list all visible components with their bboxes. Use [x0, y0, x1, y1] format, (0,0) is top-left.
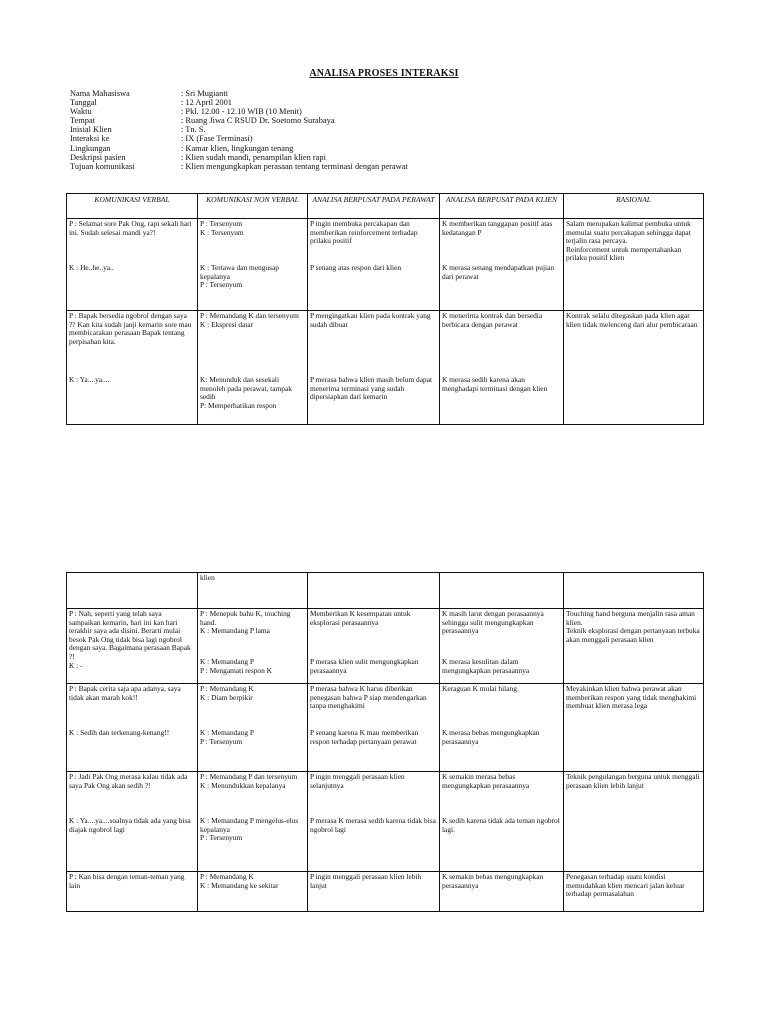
- perawat-text: P ingin menggali perasaan klien lebih lanjut: [310, 872, 422, 890]
- cell-rasional: [564, 772, 704, 872]
- info-row: [70, 116, 408, 125]
- nonverbal-response-text: K : Tertawa dan mengusap kepalanya P : Tersenyum: [200, 263, 279, 290]
- nonverbal-text: P : Menepuk bahu K, touching hand. K : Memandang P lama: [200, 609, 291, 636]
- klien-text: K menerima kontrak dan bersedia berbicara dengan perawat: [442, 311, 543, 329]
- cell-klien: [440, 772, 564, 872]
- info-row: [70, 89, 408, 98]
- table-row: [67, 573, 704, 609]
- info-row: [70, 162, 408, 171]
- info-label: Tempat: [70, 116, 95, 126]
- nonverbal-response-text: K : Memandang P mengelus-elus kepalanya P : Tersenyum: [200, 816, 299, 843]
- cell-verbal: [67, 311, 198, 425]
- nonverbal-text: P : Memandang K K : Diam berpikir: [200, 684, 254, 702]
- perawat-response-text: P senang karena K mau memberikan respon terhadap pertanyaan perawat: [310, 728, 419, 746]
- cell-nonverbal: [198, 219, 308, 311]
- verbal-text: P : Nah, seperti yang telah saya sampaikan kemarin, hari ini kan hari terakhir saya ada disini. Berarti mulai besok Pak Ong tidak bisa lagi ngobrol dengan saya. Bagaimana perasaan Bapak ?!: [69, 609, 191, 661]
- cell-verbal: [67, 872, 198, 912]
- cell-perawat: [308, 609, 440, 684]
- cell-nonverbal: [198, 573, 308, 609]
- cell-rasional: [564, 311, 704, 425]
- table-row: [67, 772, 704, 872]
- nonverbal-text: P : Memandang K dan tersenyum K : Ekspresi datar: [200, 311, 299, 329]
- klien-text: K memberikan tanggapan positif atas kedatangan P: [442, 219, 553, 237]
- table-row: [67, 872, 704, 912]
- cell-verbal: [67, 609, 198, 684]
- verbal-response-text: K : -: [69, 660, 83, 670]
- table-header-row: [67, 194, 704, 219]
- nonverbal-text: P : Memandang K K : Memandang ke sekitar: [200, 872, 279, 890]
- info-value: : Ruang Jiwa C RSUD Dr. Soetomo Surabaya: [181, 116, 335, 126]
- info-row: [70, 134, 408, 143]
- info-label: Tanggal: [70, 98, 97, 108]
- table-body: [67, 219, 704, 425]
- perawat-response-text: P merasa K merasa sedih karena tidak bisa ngobrol lagi: [310, 816, 436, 834]
- perawat-text: P mengingatkan klien pada kontrak yang sudah dibuat: [310, 311, 431, 329]
- table-row: [67, 609, 704, 684]
- cell-nonverbal: [198, 772, 308, 872]
- verbal-text: P : Jadi Pak Ong merasa kalau tidak ada saya Pak Ong akan sedih ?!: [69, 772, 188, 790]
- rasional-text: Penegasan terhadap suatu kondisi memudahkan klien mencari jalan keluar terhadap permasalahan: [566, 872, 685, 899]
- nonverbal-response-text: K : Memandang P P : Mengamati respon K: [200, 657, 272, 675]
- cell-verbal: [67, 772, 198, 872]
- interaction-table-page1: [66, 193, 704, 425]
- perawat-text: P ingin membuka percakapan dan memberikan reinforcement terhadap prilaku positif: [310, 219, 418, 246]
- klien-response-text: K merasa sedih karena akan menghadapi terminasi dengan klien: [442, 375, 548, 393]
- info-label: Tujuan komunikasi: [70, 161, 135, 171]
- info-value: : Kamar klien, lingkungan tenang: [181, 143, 294, 153]
- table-row: [67, 684, 704, 772]
- header-klien: ANALISA BERPUSAT PADA KLIEN: [440, 194, 564, 219]
- klien-response-text: K merasa bebas mengungkapkan perasaannya: [442, 728, 540, 746]
- nonverbal-text: klien: [200, 573, 215, 582]
- rasional-text: Teknik pengulangan berguna untuk menggali perasaan klien lebih lanjut: [566, 772, 700, 790]
- info-value: : Klien mengungkapkan perasaan tentang terminasi dengan perawat: [181, 161, 408, 171]
- perawat-response-text: P senang atas respon dari klien: [310, 263, 402, 272]
- table-body: [67, 573, 704, 912]
- info-value: : Klien sudah mandi, penampilan klien rapi: [181, 152, 326, 162]
- cell-verbal: [67, 219, 198, 311]
- info-value: : 12 April 2001: [181, 98, 232, 108]
- cell-perawat: [308, 311, 440, 425]
- perawat-text: Memberikan K kesempatan untuk eksplorasi perasaannya: [310, 609, 411, 627]
- verbal-response-text: K : He..he..ya..: [69, 263, 114, 272]
- cell-perawat: [308, 684, 440, 772]
- perawat-response-text: P merasa klien sulit mengungkapkan perasaannya: [310, 657, 419, 675]
- header-rasional: RASIONAL: [564, 194, 704, 219]
- cell-perawat: [308, 573, 440, 609]
- cell-nonverbal: [198, 684, 308, 772]
- cell-rasional: [564, 684, 704, 772]
- cell-rasional: [564, 573, 704, 609]
- table-row: [67, 311, 704, 425]
- page-title: ANALISA PROSES INTERAKSI: [309, 68, 459, 79]
- verbal-text: P : Bapak bersedia ngobrol dengan saya ?? Kan kita sudah janji kemarin sore mau membicarakan perasaan Bapak tentang perpisahan kita.: [69, 311, 192, 346]
- cell-nonverbal: [198, 311, 308, 425]
- klien-response-text: K merasa senang mendapatkan pujian dari perawat: [442, 263, 555, 281]
- cell-perawat: [308, 872, 440, 912]
- table-row: [67, 219, 704, 311]
- cell-klien: [440, 311, 564, 425]
- verbal-text: P : Bapak cerita saja apa adanya, saya tidak akan marah kok!!: [69, 684, 181, 702]
- rasional-text: Meyakinkan klien bahwa perawat akan memberikan respon yang tidak menghakimi membuat klien merasa lega: [566, 684, 697, 711]
- info-row: [70, 98, 408, 107]
- header-nonverbal: KOMUNIKASI NON VERBAL: [198, 194, 308, 219]
- verbal-text: P : Selamat sore Pak Ong, rapi sekali hari ini. Sudah selesai mandi ya?!: [69, 219, 192, 237]
- klien-response-text: K sedih karena tidak ada teman ngobrol lagi.: [442, 816, 560, 834]
- info-value: : Tn. S.: [181, 125, 206, 135]
- info-label: Inisial Klien: [70, 125, 112, 135]
- info-value: : IX (Fase Terminasi): [181, 134, 253, 144]
- info-label: Lingkungan: [70, 143, 111, 153]
- header-verbal: KOMUNIKASI VERBAL: [67, 194, 198, 219]
- rasional-text: Touching hand berguna menjalin rasa aman klien. Teknik eksplorasi dengan pertanyaan terbuka akan menggali perasaan klien: [566, 609, 700, 644]
- cell-verbal: [67, 684, 198, 772]
- cell-rasional: [564, 609, 704, 684]
- info-row: [70, 125, 408, 134]
- interaction-table-page2: [66, 572, 704, 912]
- info-value: : Sri Mugianti: [181, 89, 228, 98]
- header-perawat: ANALISA BERPUSAT PADA PERAWAT: [308, 194, 440, 219]
- klien-text: K semakin bebas mengungkapkan perasaannya: [442, 872, 544, 890]
- nonverbal-response-text: K : Memandang P P : Tersenyum: [200, 728, 254, 746]
- cell-rasional: [564, 872, 704, 912]
- session-info: [70, 89, 408, 171]
- cell-klien: [440, 872, 564, 912]
- info-label: Deskripsi pasien: [70, 152, 126, 162]
- verbal-text: P : Kan bisa dengan teman-teman yang lain: [69, 872, 185, 890]
- rasional-text: Kontrak selalu ditegaskan pada klien agar klien tidak melenceng dari alur pembicaraan: [566, 311, 698, 329]
- verbal-response-text: K : Ya....ya....: [69, 375, 110, 384]
- verbal-response-text: K : Ya....ya....soalnya tidak ada yang bisa diajak ngobrol lagi: [69, 816, 191, 834]
- cell-verbal: [67, 573, 198, 609]
- info-label: Waktu: [70, 107, 92, 117]
- klien-response-text: K merasa kesulitan dalam mengungkapkan perasaannya: [442, 657, 530, 675]
- klien-text: Keraguan K mulai hilang: [442, 684, 517, 693]
- info-row: [70, 153, 408, 162]
- cell-rasional: [564, 219, 704, 311]
- verbal-response-text: K : Sedih dan terkenang-kenang!!: [69, 728, 170, 737]
- cell-perawat: [308, 219, 440, 311]
- perawat-text: P merasa bahwa K harus diberikan penegasan bahwa P siap mendengarkan tanpa menghakimi: [310, 684, 427, 711]
- cell-klien: [440, 609, 564, 684]
- cell-klien: [440, 684, 564, 772]
- perawat-text: P ingin menggali perasaan klien selanjutnya: [310, 772, 405, 790]
- info-label: Nama Mahasiswa: [70, 89, 130, 98]
- klien-text: K masih larut dengan perasaannya sehingga sulit mengungkapkan perasaannya: [442, 609, 544, 636]
- rasional-text: Salam merupakan kalimat pembuka untuk memulai suatu percakapan sehingga dapat terjalin rasa percaya. Reinforcement untuk mempertahankan prilaku positif klien: [566, 219, 691, 263]
- info-row: [70, 144, 408, 153]
- cell-klien: [440, 573, 564, 609]
- klien-text: K semakin merasa bebas mengungkapkan perasaannya: [442, 772, 530, 790]
- nonverbal-text: P : Tersenyum K : Tersenyum: [200, 219, 244, 237]
- info-row: [70, 107, 408, 116]
- perawat-response-text: P merasa bahwa klien masih belum dapat menerima terminasi yang sudah dipersiapkan dari kemarin: [310, 375, 433, 402]
- nonverbal-text: P : Memandang P dan tersenyum K : Menundukkan kepalanya: [200, 772, 298, 790]
- cell-nonverbal: [198, 609, 308, 684]
- cell-klien: [440, 219, 564, 311]
- cell-perawat: [308, 772, 440, 872]
- nonverbal-response-text: K: Menunduk dan sesekali menoleh pada perawat, tampak sedih P: Memperhatikan respon: [200, 375, 292, 410]
- cell-nonverbal: [198, 872, 308, 912]
- info-value: : Pkl. 12.00 - 12.10 WIB (10 Menit): [181, 107, 302, 117]
- info-label: Interaksi ke: [70, 134, 110, 144]
